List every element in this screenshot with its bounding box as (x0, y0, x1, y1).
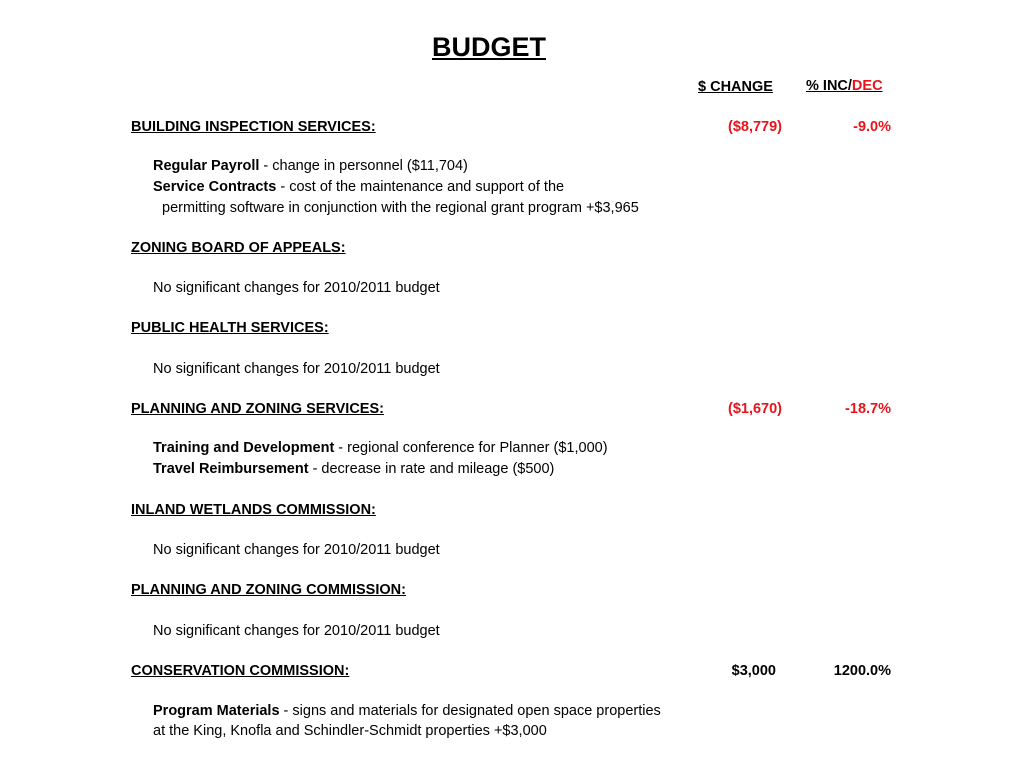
change-column-header: $ CHANGE (698, 79, 773, 95)
detail-line: Program Materials - signs and materials for designated open space properties (153, 703, 661, 719)
pct-column-header (806, 78, 883, 94)
change-amount-conservation: $3,000 (731, 663, 776, 679)
detail-line: Travel Reimbursement - decrease in rate and mileage ($500) (153, 461, 555, 477)
section-heading-conservation: CONSERVATION COMMISSION: (131, 663, 350, 679)
pct-change-conservation: 1200.0% (833, 663, 891, 679)
section-heading-zoning-board: ZONING BOARD OF APPEALS: (131, 240, 346, 256)
page-title: BUDGET (432, 32, 546, 62)
pct-column-header-suffix: DEC (851, 78, 883, 94)
section-heading-planning-zoning-services: PLANNING AND ZONING SERVICES: (131, 401, 384, 417)
detail-line: No significant changes for 2010/2011 budget (153, 623, 440, 639)
section-heading-planning-zoning-commission: PLANNING AND ZONING COMMISSION: (131, 582, 406, 598)
pct-column-header-prefix: % INC/ (806, 78, 852, 94)
detail-line: No significant changes for 2010/2011 budget (153, 361, 440, 377)
section-heading-inland-wetlands: INLAND WETLANDS COMMISSION: (131, 502, 376, 518)
change-amount-building-inspection: ($8,779) (727, 119, 782, 135)
detail-line: No significant changes for 2010/2011 budget (153, 542, 440, 558)
change-amount-planning-zoning-services: ($1,670) (727, 401, 782, 417)
detail-line: permitting software in conjunction with the regional grant program +$3,965 (162, 200, 639, 216)
pct-change-building-inspection: -9.0% (853, 119, 891, 135)
detail-line: at the King, Knofla and Schindler-Schmidt properties +$3,000 (153, 723, 547, 739)
detail-line: Service Contracts - cost of the maintenance and support of the (153, 179, 565, 195)
section-heading-public-health: PUBLIC HEALTH SERVICES: (131, 320, 329, 336)
detail-line: Regular Payroll - change in personnel ($11,704) (153, 158, 468, 174)
detail-line: Training and Development - regional conference for Planner ($1,000) (153, 440, 608, 456)
pct-change-planning-zoning-services: -18.7% (845, 401, 891, 417)
detail-line: No significant changes for 2010/2011 budget (153, 280, 440, 296)
section-heading-building-inspection: BUILDING INSPECTION SERVICES: (131, 119, 376, 135)
